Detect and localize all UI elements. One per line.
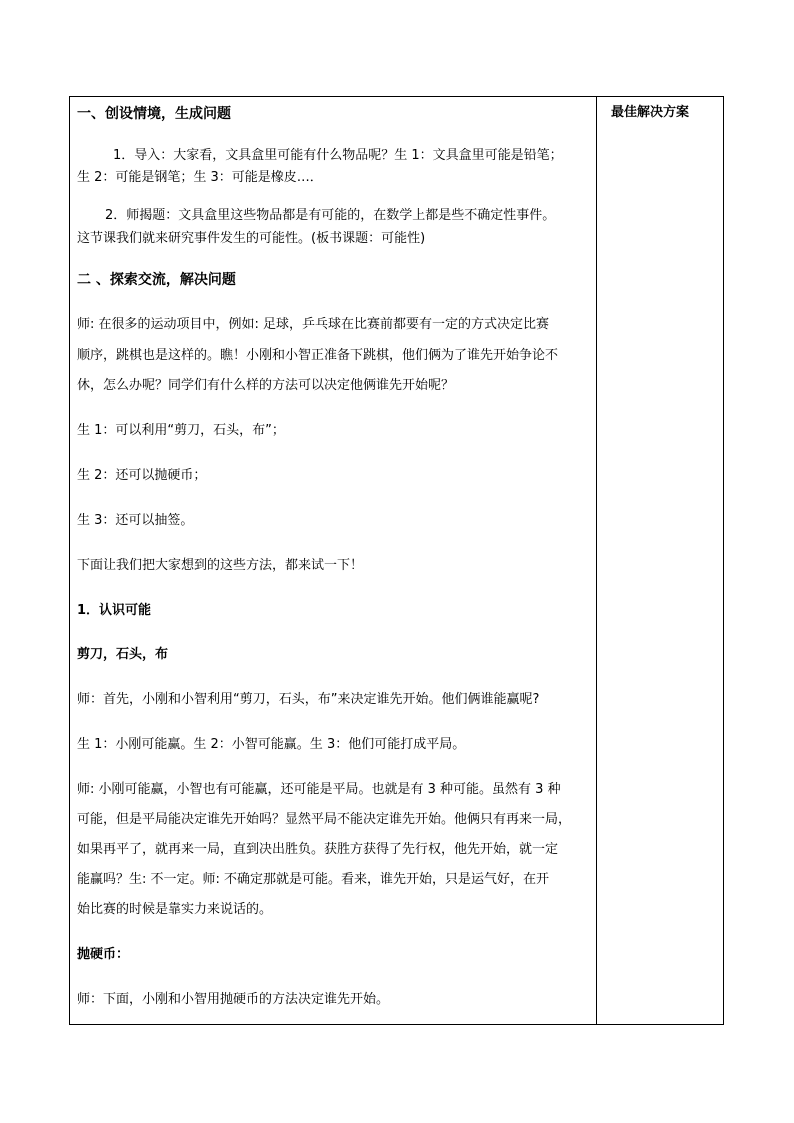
lesson-table — [69, 96, 724, 1025]
paragraph-line: 如果再平了，就再来一局，直到决出胜负。获胜方获得了先行权，他先开始，就一定 — [77, 842, 559, 857]
paragraph-line: 师: 小刚可能赢，小智也有可能赢，还可能是平局。也就是有 3 种可能。虽然有 3 种 — [77, 782, 561, 797]
subheading-2: 剪刀，石头，布 — [77, 647, 169, 662]
subheading-3: 抛硬币： — [77, 947, 130, 962]
paragraph-line: 可能，但是平局能决定谁先开始吗？显然平局不能决定谁先开始。他俩只有再来一局， — [77, 812, 572, 827]
paragraph-line: 师：首先，小刚和小智利用“剪刀，石头，布”来决定谁先开始。他们俩谁能赢呢? — [77, 692, 540, 707]
paragraph-line: 生 2：可能是钢笔；生 3：可能是橡皮…． — [77, 170, 323, 185]
subheading-1: 1．认识可能 — [77, 603, 152, 618]
student-answer-2: 生 2：还可以抛硬币； — [77, 468, 207, 483]
paragraph-line: 能赢吗？生: 不一定。师: 不确定那就是可能。看来，谁先开始，只是运气好，在开 — [77, 872, 550, 887]
side-cell — [597, 97, 723, 1024]
main-content-cell — [70, 97, 597, 1024]
section2-heading: 二 、探索交流，解决问题 — [77, 272, 236, 288]
paragraph-line: 顺序，跳棋也是这样的。瞧！小刚和小智正准备下跳棋，他们俩为了谁先开始争论不 — [77, 348, 559, 363]
student-answer-3: 生 3：还可以抽签。 — [77, 513, 194, 528]
paragraph-line: 师: 在很多的运动项目中，例如: 足球，乒乓球在比赛前都要有一定的方式决定比赛 — [77, 317, 550, 332]
paragraph-line: 这节课我们就来研究事件发生的可能性。(板书课题：可能性) — [77, 231, 426, 246]
paragraph-line: 1．导入：大家看，文具盒里可能有什么物品呢？生 1：文具盒里可能是铅笔； — [113, 148, 563, 163]
section1-heading: 一、创设情境，生成问题 — [77, 106, 231, 122]
paragraph-line: 2．师揭题：文具盒里这些物品都是有可能的，在数学上都是些不确定性事件。 — [105, 208, 556, 223]
paragraph-line: 始比赛的时候是靠实力来说话的。 — [77, 902, 273, 917]
side-title: 最佳解决方案 — [611, 105, 690, 120]
paragraph-line: 下面让我们把大家想到的这些方法，都来试一下！ — [77, 558, 364, 573]
paragraph-line: 生 1：小刚可能赢。生 2：小智可能赢。生 3：他们可能打成平局。 — [77, 737, 466, 752]
student-answer-1: 生 1：可以利用“剪刀，石头，布”； — [77, 423, 285, 438]
paragraph-line: 师：下面，小刚和小智用抛硬币的方法决定谁先开始。 — [77, 992, 390, 1007]
paragraph-line: 休，怎么办呢？同学们有什么样的方法可以决定他俩谁先开始呢？ — [77, 378, 455, 393]
